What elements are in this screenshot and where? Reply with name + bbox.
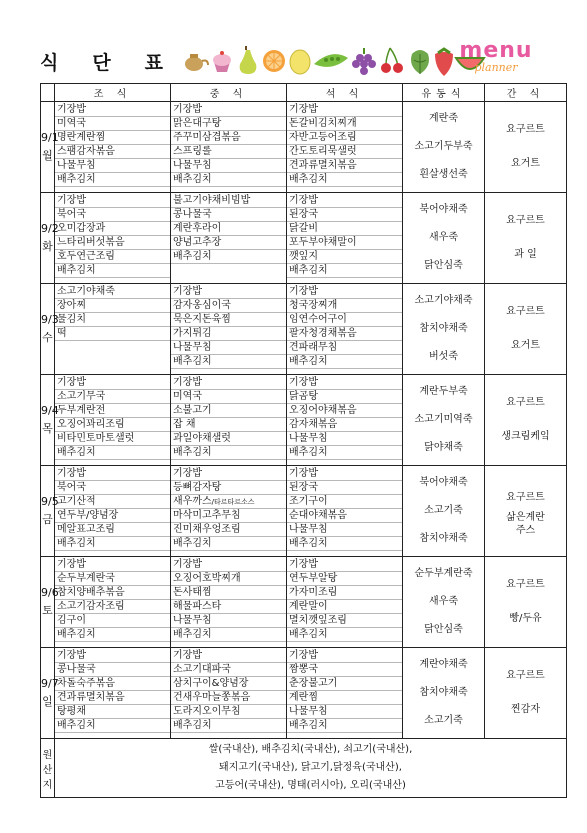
menu-item: 콩나물국 [171, 208, 286, 222]
menu-table [40, 83, 567, 798]
liquid-item: 북어야채죽 [419, 477, 468, 488]
menu-item: 북어국 [55, 208, 170, 222]
menu-item: 미역국 [55, 117, 170, 131]
liquid-cell [403, 648, 485, 739]
liquid-item: 소고기죽 [424, 715, 463, 726]
origin-line: 쌀(국내산), 배추김치(국내산), 쇠고기(국내산), [208, 744, 413, 755]
menu-item: 배추김치 [55, 628, 170, 642]
snack-cell [485, 557, 567, 648]
menu-item: 불고기야채비빔밥 [171, 194, 286, 208]
snack-cell [485, 284, 567, 375]
lunch-cell [171, 466, 287, 557]
lunch-cell [171, 284, 287, 375]
snack-cell [485, 193, 567, 284]
menu-item: 배추김치 [171, 173, 286, 187]
date: 9/5 [41, 495, 59, 508]
brand-planner: planner [474, 61, 518, 74]
day-row [41, 375, 567, 466]
lunch-cell [171, 193, 287, 284]
menu-item: 기장밥 [287, 376, 402, 390]
corner-cell [41, 84, 55, 102]
menu-item: 된장국 [287, 208, 402, 222]
header-row [41, 84, 567, 102]
weekday: 토 [42, 604, 53, 617]
liquid-item: 소고기죽 [424, 505, 463, 516]
menu-item: 기장밥 [55, 558, 170, 572]
day-row [41, 284, 567, 375]
menu-item: 연두부알탕 [287, 572, 402, 586]
lunch-cell [171, 648, 287, 739]
menu-item: 배추김치 [171, 250, 286, 264]
menu-item: 기장밥 [55, 194, 170, 208]
menu-item: 배추김치 [287, 264, 402, 278]
snack-item: 요구르트 [506, 397, 545, 408]
menu-item: 된장국 [287, 481, 402, 495]
menu-item: 배추김치 [171, 446, 286, 460]
weekday: 화 [42, 240, 53, 253]
col-header-liquid: 유동식 [403, 84, 485, 102]
menu-item: 기장밥 [55, 467, 170, 481]
menu-item: 묵은지돈육찜 [171, 313, 286, 327]
menu-item: 배추김치 [287, 719, 402, 733]
menu-item: 주꾸미삼겹볶음 [171, 131, 286, 145]
menu-item: 진미채우엉조림 [171, 523, 286, 537]
day-row [41, 648, 567, 739]
liquid-item: 순두부계란죽 [414, 568, 473, 579]
menu-item: 간도토리묵샐럿 [287, 145, 402, 159]
page-title [40, 48, 165, 75]
menu-item: 계란후라이 [171, 222, 286, 236]
menu-item: 두부계란전 [55, 404, 170, 418]
menu-item: 참치양배추볶음 [55, 586, 170, 600]
snack-item: 찐감자 [511, 704, 540, 715]
menu-item: 배추김치 [55, 446, 170, 460]
breakfast-cell [55, 102, 171, 193]
peapod-icon [314, 54, 348, 67]
menu-item: 배추김치 [287, 355, 402, 369]
liquid-item: 흰살생선죽 [419, 169, 468, 180]
date: 9/4 [41, 404, 59, 417]
lunch-cell [171, 375, 287, 466]
snack-item: 요구르트 [506, 670, 545, 681]
menu-item: 소고기무국 [55, 390, 170, 404]
snack-item: 요구르트 [506, 215, 545, 226]
snack-item: 요구르트 [506, 492, 545, 503]
menu-item: 견파래무침 [287, 341, 402, 355]
liquid-item: 북어야채죽 [419, 204, 468, 215]
liquid-item: 버섯죽 [429, 351, 458, 362]
menu-item: 나물무침 [287, 432, 402, 446]
menu-item: 순대야채볶음 [287, 509, 402, 523]
menu-item: 기장밥 [171, 467, 286, 481]
strawberry-icon [435, 49, 453, 76]
menu-item: 배추김치 [55, 719, 170, 733]
menu-item: 도라지오이무침 [171, 705, 286, 719]
menu-item: 돈사태찜 [171, 586, 286, 600]
menu-item: 기장밥 [55, 103, 170, 117]
menu-item: 깻잎지 [287, 250, 402, 264]
origin-label: 원산지 [41, 739, 55, 798]
menu-item: 등뼈감자탕 [171, 481, 286, 495]
date-cell [41, 466, 59, 557]
date: 9/3 [41, 313, 59, 326]
liquid-item: 소고기미역죽 [414, 414, 473, 425]
menu-item: 고기산적 [55, 495, 170, 509]
menu-item: 물김치 [55, 313, 170, 327]
cupcake-icon [213, 51, 231, 72]
breakfast-cell [55, 557, 171, 648]
liquid-item: 참치야채죽 [419, 323, 468, 334]
menu-item: 양념고추장 [171, 236, 286, 250]
menu-item: 견과류멸치볶음 [55, 691, 170, 705]
menu-item: 떡 [55, 327, 170, 341]
menu-item: 기장밥 [287, 103, 402, 117]
breakfast-cell [55, 193, 171, 284]
snack-item: 과 일 [514, 249, 537, 260]
menu-item: 견과류멸치볶음 [287, 159, 402, 173]
liquid-item: 소고기두부죽 [414, 141, 473, 152]
breakfast-cell [55, 375, 171, 466]
day-row [41, 557, 567, 648]
weekday: 금 [42, 513, 53, 526]
menu-item: 소불고기 [171, 404, 286, 418]
liquid-item: 닭야채죽 [424, 442, 463, 453]
dinner-cell [287, 557, 403, 648]
menu-item: 기장밥 [287, 558, 402, 572]
liquid-item: 참치야채죽 [419, 533, 468, 544]
menu-item: 배추김치 [287, 628, 402, 642]
breakfast-cell [55, 466, 171, 557]
menu-item: 연두부/양념장 [55, 509, 170, 523]
pear-icon [240, 46, 257, 74]
menu-item: 호두연근조림 [55, 250, 170, 264]
menu-item: 비타민토마토샐럿 [55, 432, 170, 446]
menu-item: 순두부계란국 [55, 572, 170, 586]
menu-item: 명란계란찜 [55, 131, 170, 145]
day-row [41, 466, 567, 557]
origin-line: 고등어(국내산), 명태(러시아), 오리(국내산) [215, 780, 406, 791]
date-cell [41, 557, 59, 648]
menu-item: 탕평채 [55, 705, 170, 719]
snack-cell [485, 466, 567, 557]
liquid-cell [403, 193, 485, 284]
menu-item: 기장밥 [171, 649, 286, 663]
date-cell [41, 648, 59, 739]
date-cell [41, 102, 59, 193]
menu-item: 나물무침 [171, 159, 286, 173]
menu-item: 나물무침 [171, 341, 286, 355]
menu-item: 김구이 [55, 614, 170, 628]
snack-item: 삶은계란 [506, 512, 545, 523]
col-header-snack: 간 식 [485, 84, 567, 102]
menu-item: 기장밥 [55, 649, 170, 663]
menu-item: 기장밥 [55, 376, 170, 390]
dinner-cell [287, 466, 403, 557]
origin-text [55, 739, 567, 798]
menu-item: 가자미조림 [287, 586, 402, 600]
menu-item-text: 새우까스 [173, 496, 212, 507]
liquid-cell [403, 375, 485, 466]
orange-slice-icon [263, 50, 285, 72]
menu-item: 춘장불고기 [287, 677, 402, 691]
menu-item: 배추김치 [171, 537, 286, 551]
menu-item: 미역국 [171, 390, 286, 404]
menu-item: 느타리버섯볶음 [55, 236, 170, 250]
liquid-item: 소고기야채죽 [414, 295, 473, 306]
title-char: 식 [40, 52, 61, 74]
menu-item: 나물무침 [55, 159, 170, 173]
title-char: 표 [144, 52, 165, 74]
dinner-cell [287, 193, 403, 284]
snack-item: 요구르트 [506, 124, 545, 135]
menu-item: 기장밥 [287, 467, 402, 481]
menu-item: 배추김치 [55, 173, 170, 187]
menu-item: 장아찌 [55, 299, 170, 313]
breakfast-cell [55, 648, 171, 739]
liquid-item: 계란두부죽 [419, 386, 468, 397]
snack-item: 요거트 [511, 340, 540, 351]
weekday: 목 [42, 422, 53, 435]
menu-item: 소고기야채죽 [55, 285, 170, 299]
date-cell [41, 375, 59, 466]
day-row [41, 193, 567, 284]
menu-item: 소고기대파국 [171, 663, 286, 677]
menu-item: 오징어꽈리조림 [55, 418, 170, 432]
menu-item: 나물무침 [287, 705, 402, 719]
menu-item: 기장밥 [171, 285, 286, 299]
col-header-dinner: 석 식 [287, 84, 403, 102]
liquid-item: 새우죽 [429, 596, 458, 607]
date: 9/7 [41, 677, 59, 690]
menu-item: 스프링롤 [171, 145, 286, 159]
weekday: 일 [42, 695, 53, 708]
menu-item: 나물무침 [287, 523, 402, 537]
liquid-item: 닭안심죽 [424, 624, 463, 635]
liquid-item: 참치야채죽 [419, 687, 468, 698]
col-header-breakfast: 조 식 [55, 84, 171, 102]
menu-item: 멸치깻잎조림 [287, 614, 402, 628]
menu-item: 청국장찌개 [287, 299, 402, 313]
snack-item: 주스 [515, 525, 536, 536]
snack-item: 요구르트 [506, 579, 545, 590]
day-row [41, 102, 567, 193]
menu-item: 기장밥 [287, 285, 402, 299]
menu-item: 배추김치 [171, 719, 286, 733]
snack-item: 생크림케잌 [501, 431, 550, 442]
menu-item: 소고기감자조림 [55, 600, 170, 614]
menu-item: 배추김치 [171, 355, 286, 369]
menu-item: 과일야채샐럿 [171, 432, 286, 446]
liquid-cell [403, 284, 485, 375]
menu-item: 기장밥 [287, 649, 402, 663]
menu-item: 가지튀김 [171, 327, 286, 341]
lunch-cell [171, 102, 287, 193]
menu-item: 계란찜 [287, 691, 402, 705]
menu-item: 차돌숙주볶음 [55, 677, 170, 691]
snack-item: 빵/두유 [509, 613, 542, 624]
menu-item: 해물파스타 [171, 600, 286, 614]
date-cell [41, 284, 59, 375]
menu-item: 기장밥 [171, 103, 286, 117]
menu-item: 오징어호박찌개 [171, 572, 286, 586]
menu-item [171, 495, 286, 509]
cherry-icon [381, 48, 403, 73]
snack-cell [485, 102, 567, 193]
menu-item: 배추김치 [287, 173, 402, 187]
origin-line: 돼지고기(국내산), 닭고기,닭정육(국내산), [219, 762, 402, 773]
menu-item: 콩나물국 [55, 663, 170, 677]
title-char: 단 [92, 52, 113, 74]
menu-item: 마삭미고추무침 [171, 509, 286, 523]
date: 9/1 [41, 131, 59, 144]
date-cell [41, 193, 59, 284]
menu-item: 닭갈비 [287, 222, 402, 236]
menu-item: 배추김치 [55, 264, 170, 278]
menu-item: 감자옹심이국 [171, 299, 286, 313]
dinner-cell [287, 102, 403, 193]
menu-item: 기장밥 [287, 194, 402, 208]
snack-cell [485, 648, 567, 739]
menu-item: 배추김치 [287, 537, 402, 551]
menu-item: 오미갑장과 [55, 222, 170, 236]
liquid-item: 새우죽 [429, 232, 458, 243]
menu-item: 자반고등어조림 [287, 131, 402, 145]
menu-item: 배추김치 [171, 628, 286, 642]
breakfast-cell [55, 284, 171, 375]
origin-row [41, 739, 567, 798]
menu-item: 건새우마늘쫑볶음 [171, 691, 286, 705]
date: 9/2 [41, 222, 59, 235]
liquid-item: 닭안심죽 [424, 260, 463, 271]
menu-item: 북어국 [55, 481, 170, 495]
menu-item: 짬뽕국 [287, 663, 402, 677]
artichoke-icon [411, 50, 429, 74]
dinner-cell [287, 284, 403, 375]
menu-item: 팔자청경채볶음 [287, 327, 402, 341]
col-header-lunch: 중 식 [171, 84, 287, 102]
menu-item: 삼치구이&양념장 [171, 677, 286, 691]
snack-item: 요거트 [511, 158, 540, 169]
menu-item: 임연수어구이 [287, 313, 402, 327]
menu-item: 나물무침 [171, 614, 286, 628]
menu-item: 조기구이 [287, 495, 402, 509]
snack-item: 요구르트 [506, 306, 545, 317]
liquid-item: 계란야채죽 [419, 659, 468, 670]
lemon-icon [290, 50, 310, 74]
menu-item: 기장밥 [171, 558, 286, 572]
menu-item: 계란말이 [287, 600, 402, 614]
brand-menu: menu [459, 38, 533, 63]
grapes-icon [352, 48, 376, 75]
menu-planner-logo [456, 40, 536, 74]
menu-item-note: /타르타르소스 [211, 498, 255, 506]
liquid-cell [403, 466, 485, 557]
liquid-cell [403, 102, 485, 193]
menu-item: 오징어야채볶음 [287, 404, 402, 418]
dinner-cell [287, 375, 403, 466]
menu-item: 메알표고조림 [55, 523, 170, 537]
liquid-item: 계란죽 [429, 113, 458, 124]
menu-item: 잡 채 [171, 418, 286, 432]
menu-item: 맑은대구탕 [171, 117, 286, 131]
weekday: 월 [42, 149, 53, 162]
menu-item: 포두부야채말이 [287, 236, 402, 250]
weekday: 수 [42, 331, 53, 344]
lunch-cell [171, 557, 287, 648]
menu-item: 기장밥 [171, 376, 286, 390]
menu-item: 배추김치 [287, 446, 402, 460]
liquid-cell [403, 557, 485, 648]
menu-item: 감자채볶음 [287, 418, 402, 432]
menu-item: 스팸감자볶음 [55, 145, 170, 159]
date: 9/6 [41, 586, 59, 599]
snack-cell [485, 375, 567, 466]
menu-item: 배추김치 [55, 537, 170, 551]
menu-item: 닭곰탕 [287, 390, 402, 404]
dinner-cell [287, 648, 403, 739]
teapot-icon [185, 54, 208, 71]
menu-item: 돈갈비김치찌개 [287, 117, 402, 131]
